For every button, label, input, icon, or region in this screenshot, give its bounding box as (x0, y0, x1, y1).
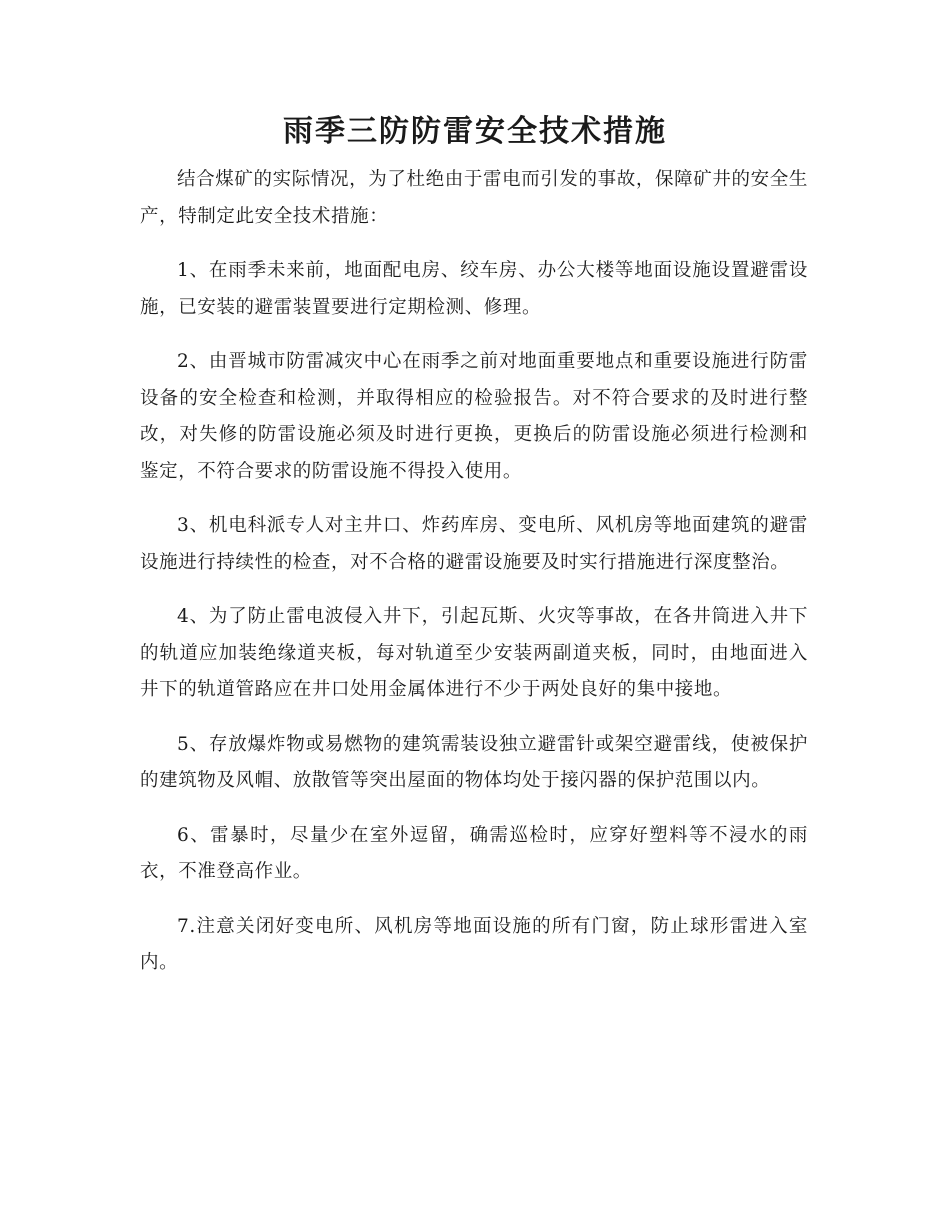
measure-paragraph-2: 2、由晋城市防雷减灾中心在雨季之前对地面重要地点和重要设施进行防雷设备的安全检查和检测，并取得相应的检验报告。对不符合要求的及时进行整改，对失修的防雷设施必须及时进行更换，更换后的防雷设施必须进行检测和鉴定，不符合要求的防雷设施不得投入使用。 (140, 351, 808, 482)
measure-paragraph-7: 7.注意关闭好变电所、风机房等地面设施的所有门窗，防止球形雷进入室内。 (140, 915, 808, 973)
document-title: 雨季三防防雷安全技术措施 (283, 114, 667, 149)
document-body (140, 162, 808, 1000)
measure-paragraph-1: 1、在雨季未来前，地面配电房、绞车房、办公大楼等地面设施设置避雷设施，已安装的避雷装置要进行定期检测、修理。 (140, 260, 808, 318)
measure-paragraph-6: 6、雷暴时，尽量少在室外逗留，确需巡检时，应穿好塑料等不浸水的雨衣，不准登高作业。 (140, 824, 808, 882)
measure-paragraph-5: 5、存放爆炸物或易燃物的建筑需装设独立避雷针或架空避雷线，使被保护的建筑物及风帽、放散管等突出屋面的物体均处于接闪器的保护范围以内。 (140, 733, 808, 791)
measure-paragraph-3: 3、机电科派专人对主井口、炸药库房、变电所、风机房等地面建筑的避雷设施进行持续性的检查，对不合格的避雷设施要及时实行措施进行深度整治。 (140, 515, 808, 573)
measure-paragraph-4: 4、为了防止雷电波侵入井下，引起瓦斯、火灾等事故，在各井筒进入井下的轨道应加装绝缘道夹板，每对轨道至少安装两副道夹板，同时，由地面进入井下的轨道管路应在井口处用金属体进行不少于两处良好的集中接地。 (140, 606, 808, 700)
intro-paragraph: 结合煤矿的实际情况，为了杜绝由于雷电而引发的事故，保障矿井的安全生产，特制定此安全技术措施： (140, 169, 808, 227)
